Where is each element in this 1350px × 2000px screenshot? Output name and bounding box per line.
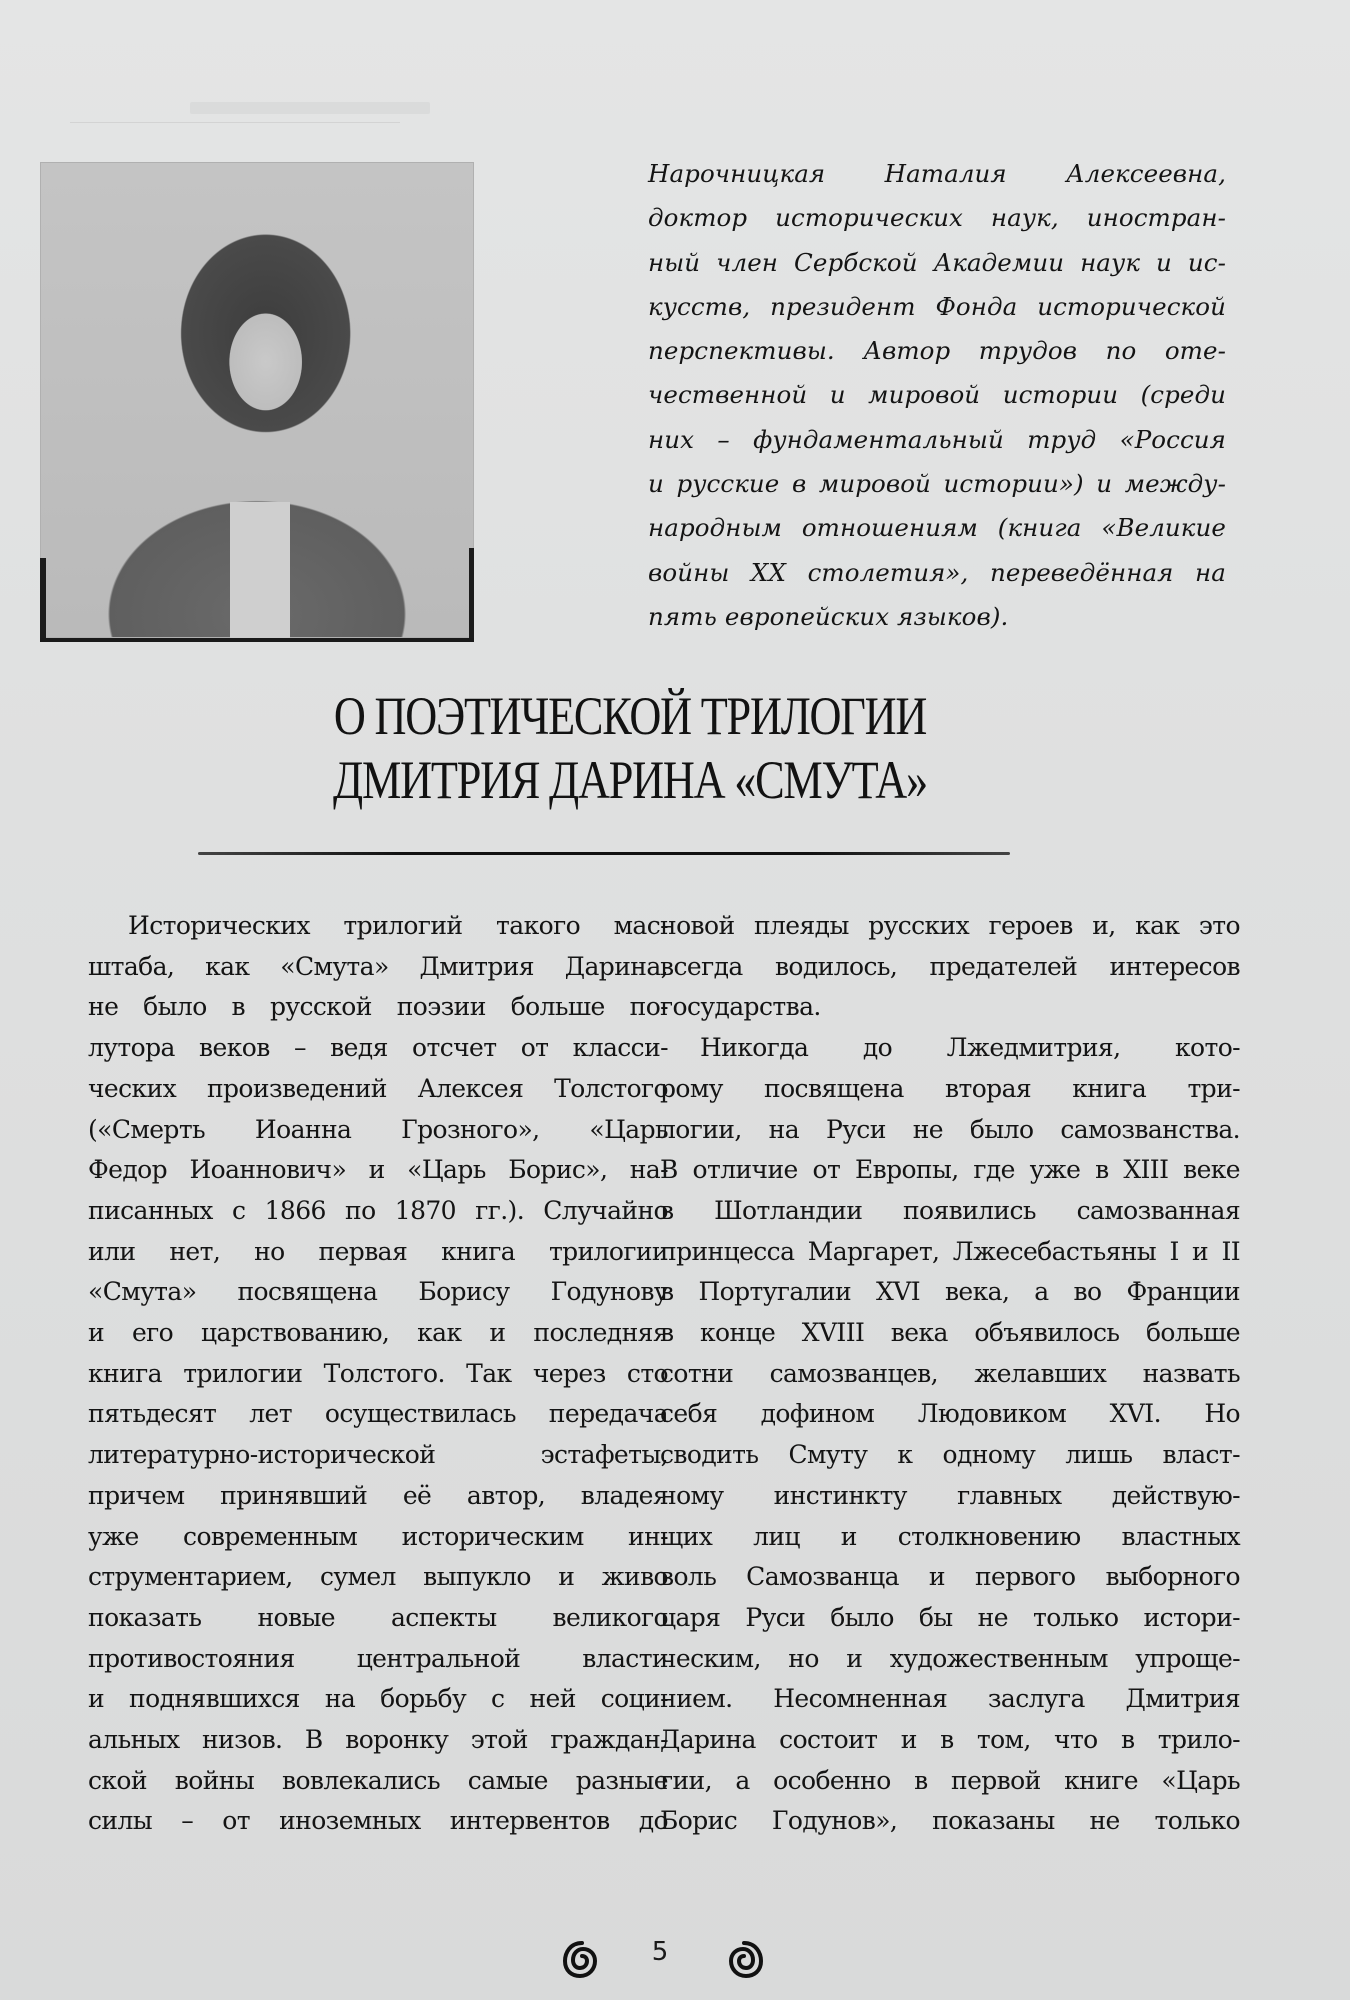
body-line: ческих произведений Алексея Толстого — [88, 1073, 668, 1103]
body-line: в Португалии XVI века, а во Франции — [660, 1277, 1240, 1307]
body-line: всегда водилось, предателей интересов — [660, 951, 1240, 981]
body-line: себя дофином Людовиком XVI. Но — [660, 1399, 1240, 1429]
portrait-chair-left — [40, 558, 46, 638]
bio-line: кусств, президент Фонда исторической — [648, 291, 1226, 321]
bleedthrough-text — [190, 102, 430, 114]
body-line: ческим, но и художественным упроще- — [660, 1643, 1240, 1673]
header-rule — [70, 122, 400, 123]
running-head-bleedthrough — [0, 80, 1350, 130]
body-line: («Смерть Иоанна Грозного», «Царь — [88, 1114, 668, 1144]
body-line: логии, на Руси не было самозванства. — [660, 1114, 1240, 1144]
body-line: не было в русской поэзии больше по- — [88, 992, 668, 1022]
portrait-collar — [230, 502, 290, 638]
body-line: альных низов. В воронку этой граждан- — [88, 1725, 668, 1755]
body-line: противостояния центральной власти — [88, 1643, 668, 1673]
body-line: Никогда до Лжедмитрия, кото- — [700, 1033, 1240, 1063]
body-line: силы – от иноземных интервентов до — [88, 1806, 668, 1836]
bio-line: пять европейских языков). — [648, 601, 1009, 631]
body-line: штаба, как «Смута» Дмитрия Дарина, — [88, 951, 668, 981]
body-line: Федор Иоаннович» и «Царь Борис», на- — [88, 1155, 668, 1185]
author-portrait-photo — [40, 162, 474, 642]
body-line: «Смута» посвящена Борису Годунову — [88, 1277, 668, 1307]
body-column-right — [660, 906, 1240, 1842]
body-line: литературно-исторической эстафеты, — [88, 1440, 668, 1470]
portrait-chair-right — [469, 548, 474, 638]
bio-line: народным отношениям (книга «Великие — [648, 513, 1226, 543]
body-line: новой плеяды русских героев и, как это — [660, 911, 1240, 940]
bio-line: и русские в мировой истории») и между- — [648, 469, 1226, 499]
page-footer — [0, 1935, 1350, 1985]
body-line: Исторических трилогий такого мас- — [128, 911, 668, 940]
bio-line: чественной и мировой истории (среди — [648, 380, 1226, 410]
body-line: щих лиц и столкновению властных — [660, 1521, 1240, 1551]
body-line: принцесса Маргарет, Лжесебастьяны I и II — [660, 1236, 1240, 1266]
body-line: уже современным историческим ин- — [88, 1521, 668, 1551]
body-line: и его царствованию, как и последняя — [88, 1318, 668, 1348]
body-line: струментарием, сумел выпукло и живо — [88, 1562, 668, 1592]
bio-line: доктор исторических наук, иностран- — [648, 203, 1226, 233]
body-line: воль Самозванца и первого выборного — [660, 1562, 1240, 1592]
bio-line: Нарочницкая Наталия Алексеевна, — [648, 159, 1226, 188]
body-line: ному инстинкту главных действую- — [660, 1480, 1240, 1510]
title-underline-rule — [198, 852, 1010, 855]
author-bio — [648, 152, 1226, 639]
body-line: в конце XVIII века объявилось больше — [660, 1318, 1240, 1348]
body-line: нием. Несомненная заслуга Дмитрия — [660, 1684, 1240, 1714]
body-line: сотни самозванцев, желавших назвать — [660, 1358, 1240, 1388]
body-line: Борис Годунов», показаны не только — [660, 1806, 1240, 1836]
bio-line: них – фундаментальный труд «Россия — [648, 424, 1226, 454]
body-line: ской войны вовлекались самые разные — [88, 1765, 668, 1795]
spiral-ornament-left-icon — [562, 1939, 598, 1979]
bio-line: войны XX столетия», переведённая на — [648, 557, 1226, 587]
body-line: или нет, но первая книга трилогии — [88, 1236, 668, 1266]
bio-line: ный член Сербской Академии наук и ис- — [648, 247, 1226, 277]
body-line: Дарина состоит и в том, что в трило- — [660, 1725, 1240, 1755]
body-line: пятьдесят лет осуществилась передача — [88, 1399, 668, 1429]
body-line: и поднявшихся на борьбу с ней соци- — [88, 1684, 668, 1714]
spiral-ornament-right-icon — [728, 1939, 764, 1979]
body-line: гии, а особенно в первой книге «Царь — [660, 1765, 1240, 1795]
body-line: причем принявший её автор, владея — [88, 1480, 668, 1510]
body-line: рому посвящена вторая книга три- — [660, 1073, 1240, 1103]
body-column-left — [88, 906, 668, 1842]
body-line: в Шотландии появились самозванная — [660, 1195, 1240, 1225]
body-line: книга трилогии Толстого. Так через сто — [88, 1358, 668, 1388]
body-line: сводить Смуту к одному лишь власт- — [660, 1440, 1240, 1470]
body-line: показать новые аспекты великого — [88, 1602, 668, 1632]
body-line: В отличие от Европы, где уже в XIII веке — [660, 1155, 1240, 1185]
body-line: царя Руси было бы не только истори- — [660, 1602, 1240, 1632]
body-line: лутора веков – ведя отсчет от класси- — [88, 1033, 668, 1063]
body-line: писанных с 1866 по 1870 гг.). Случайно — [88, 1195, 668, 1225]
article-title — [277, 684, 982, 812]
article-title-line-2: ДМИТРИЯ ДАРИНА «СМУТА» — [333, 750, 927, 810]
article-title-line-1: О ПОЭТИЧЕСКОЙ ТРИЛОГИИ — [333, 686, 927, 746]
bio-line: перспективы. Автор трудов по оте- — [648, 336, 1226, 366]
page-number: 5 — [651, 1937, 669, 1967]
body-line: государства. — [660, 992, 821, 1022]
